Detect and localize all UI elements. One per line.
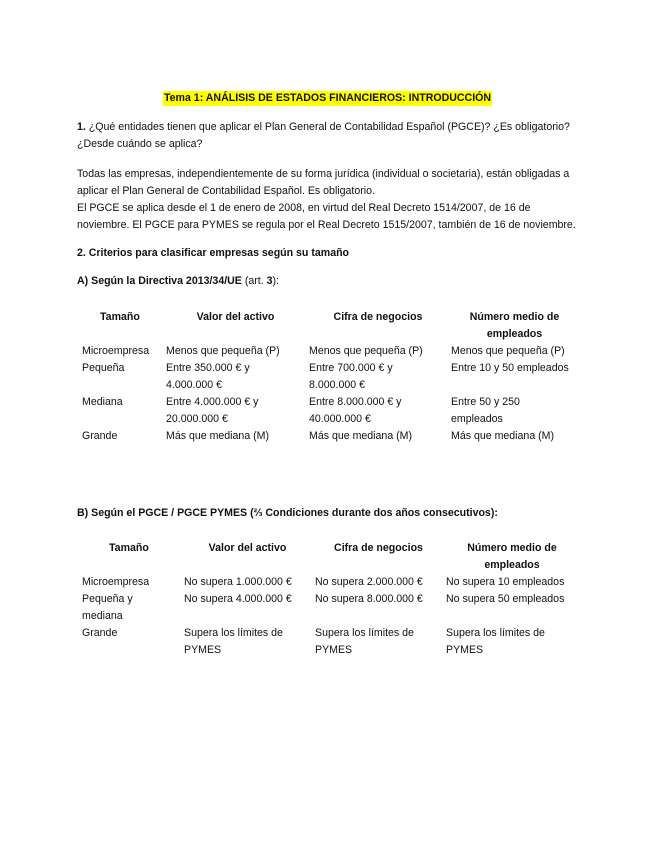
header-turnover: Cifra de negocios bbox=[334, 542, 423, 554]
answer-1-paragraph-2: El PGCE se aplica desde el 1 de enero de 2008, en virtud del Real Decreto 1514/2007, de 16 de noviembre. El PGCE para PYMES se regula por el Real Decreto 1515/2007, también de 16 de noviembre. bbox=[77, 202, 576, 231]
table-row bbox=[82, 343, 582, 360]
table-cell: Microempresa bbox=[82, 576, 150, 588]
table-cell: No supera 50 empleados bbox=[446, 593, 565, 605]
title-container bbox=[0, 90, 655, 107]
table-cell: Entre 50 y 250 empleados bbox=[451, 396, 520, 425]
header-assets: Valor del activo bbox=[208, 542, 287, 554]
section-a-article-number: 3 bbox=[266, 275, 273, 287]
table-row bbox=[82, 625, 582, 659]
section-a-directive: 2013/34/UE bbox=[185, 275, 242, 287]
table-cell: Entre 700.000 € y 8.000.000 € bbox=[309, 362, 393, 391]
header-assets: Valor del activo bbox=[196, 311, 275, 323]
table-row bbox=[82, 428, 582, 445]
answer-1 bbox=[77, 166, 582, 234]
table-cell: Menos que pequeña (P) bbox=[451, 345, 565, 357]
answer-1-paragraph-1: Todas las empresas, independientemente de su forma jurídica (individual o societaria), están obligadas a aplicar el Plan General de Contabilidad Español. Es obligatorio. bbox=[77, 168, 570, 197]
table-cell: Supera los límites de PYMES bbox=[184, 627, 283, 656]
question-1-text: ¿Qué entidades tienen que aplicar el Plan General de Contabilidad Español (PGCE)? ¿Es obligatorio? ¿Desde cuándo se aplica? bbox=[77, 121, 570, 150]
table-cell: Menos que pequeña (P) bbox=[309, 345, 423, 357]
header-turnover: Cifra de negocios bbox=[333, 311, 423, 323]
section-b-heading: B) Según el PGCE / PGCE PYMES (⅔ Condiciones durante dos años consecutivos): bbox=[77, 507, 498, 519]
table-row bbox=[82, 360, 582, 394]
table-cell: Grande bbox=[82, 627, 118, 639]
section-a-heading bbox=[77, 273, 582, 290]
table-directive bbox=[82, 309, 582, 445]
table-pgce bbox=[82, 540, 582, 659]
table-row bbox=[82, 591, 582, 625]
section-a-prefix: A) Según la Directiva bbox=[77, 275, 186, 287]
table-cell: Mediana bbox=[82, 396, 123, 408]
table-cell: Más que mediana (M) bbox=[309, 430, 413, 442]
table-cell: Más que mediana (M) bbox=[451, 430, 555, 442]
table-header-row bbox=[82, 309, 582, 343]
table-cell: Más que mediana (M) bbox=[166, 430, 270, 442]
header-size: Tamaño bbox=[109, 542, 149, 554]
table-cell: Pequeña bbox=[82, 362, 125, 374]
table-cell: Entre 4.000.000 € y 20.000.000 € bbox=[166, 396, 259, 425]
section-a-article-prefix: (art. bbox=[241, 275, 267, 287]
header-size: Tamaño bbox=[100, 311, 140, 323]
table-cell: No supera 10 empleados bbox=[446, 576, 565, 588]
table-cell: Entre 8.000.000 € y 40.000.000 € bbox=[309, 396, 402, 425]
table-cell: Supera los límites de PYMES bbox=[446, 627, 545, 656]
header-employees: Número medio de empleados bbox=[467, 542, 557, 571]
table-cell: Supera los límites de PYMES bbox=[315, 627, 414, 656]
table-cell: Menos que pequeña (P) bbox=[166, 345, 280, 357]
table-cell: No supera 2.000.000 € bbox=[315, 576, 423, 588]
table-row bbox=[82, 394, 582, 428]
table-cell: Entre 350.000 € y 4.000.000 € bbox=[166, 362, 250, 391]
table-cell: Grande bbox=[82, 430, 118, 442]
table-cell: No supera 8.000.000 € bbox=[315, 593, 423, 605]
section-a-end: ): bbox=[272, 275, 280, 287]
table-header-row bbox=[82, 540, 582, 574]
header-employees: Número medio de empleados bbox=[469, 311, 560, 340]
question-1-number: 1. bbox=[77, 121, 86, 133]
table-cell: Microempresa bbox=[82, 345, 150, 357]
table-cell: Entre 10 y 50 empleados bbox=[451, 362, 569, 374]
document-title: Tema 1: ANÁLISIS DE ESTADOS FINANCIEROS: INTRODUCCIÓN bbox=[163, 92, 492, 104]
table-cell: No supera 4.000.000 € bbox=[184, 593, 292, 605]
question-1 bbox=[77, 119, 582, 153]
table-cell: Pequeña y mediana bbox=[82, 593, 133, 622]
table-row bbox=[82, 574, 582, 591]
question-2-heading: 2. Criterios para clasificar empresas según su tamaño bbox=[77, 247, 350, 259]
table-cell: No supera 1.000.000 € bbox=[184, 576, 292, 588]
